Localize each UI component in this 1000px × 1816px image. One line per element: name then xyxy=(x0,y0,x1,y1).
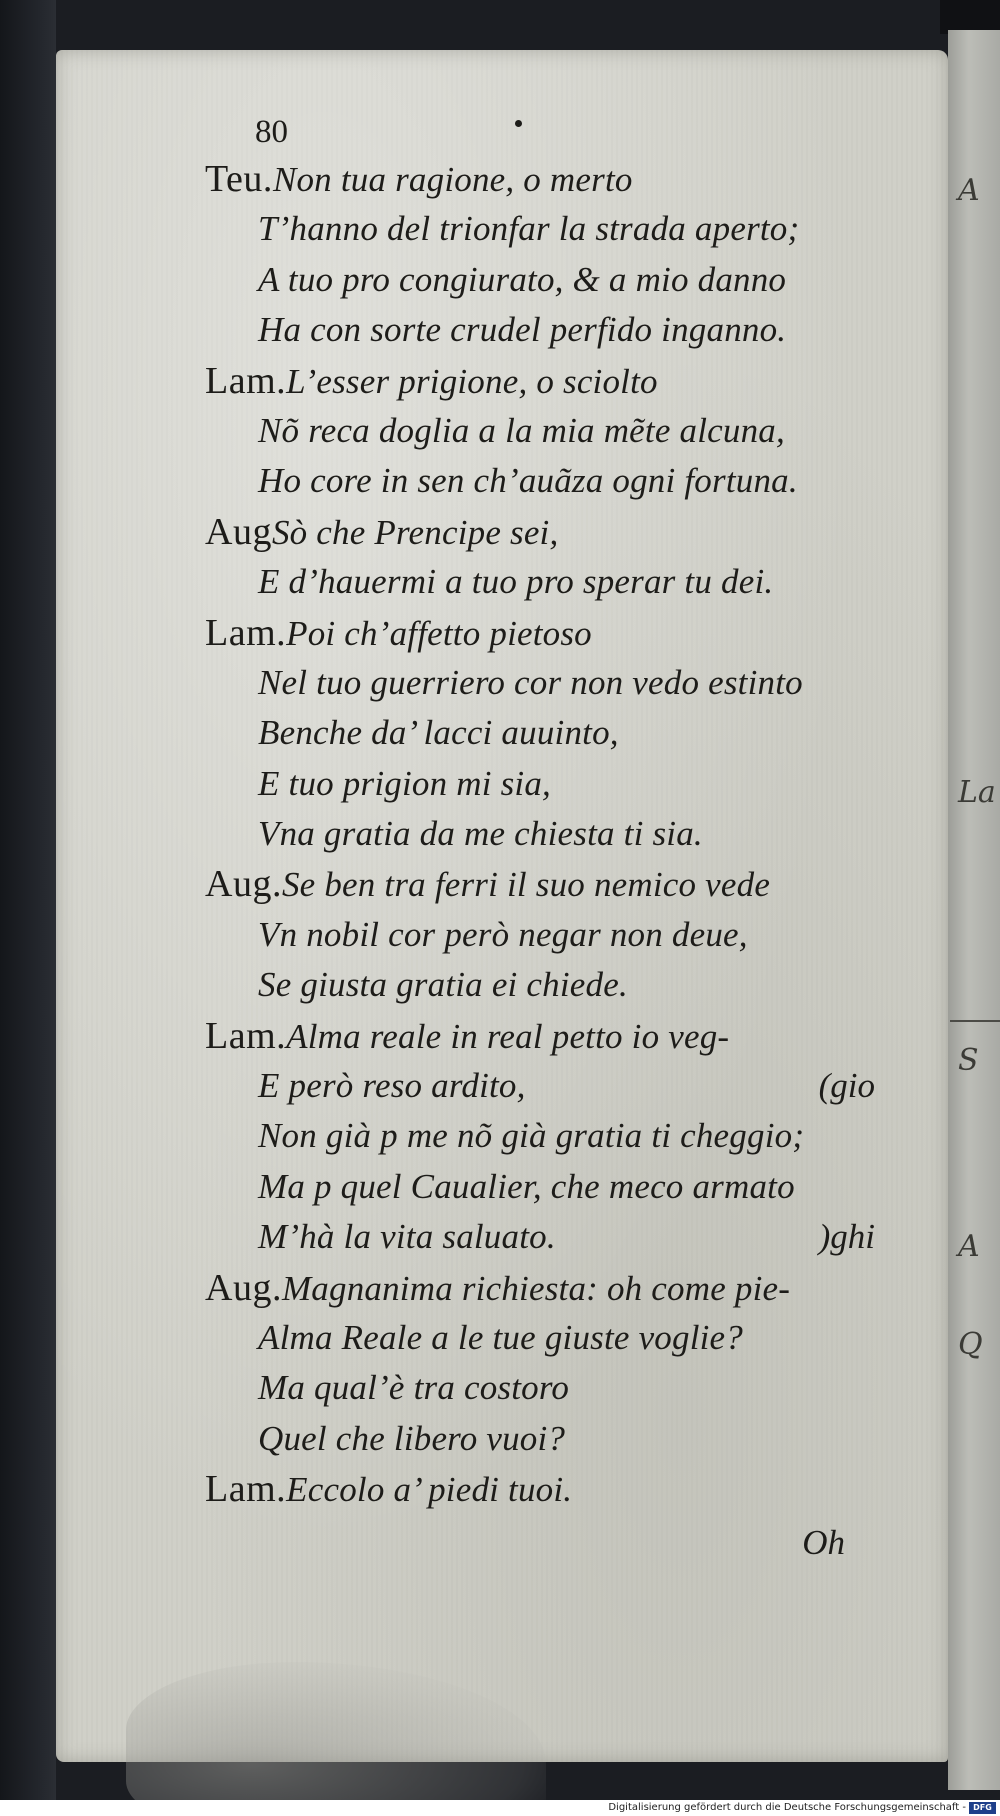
verse-text: M’hà la vita saluato. xyxy=(258,1217,556,1257)
next-page-fragment: S xyxy=(958,1043,979,1078)
verse-line xyxy=(205,1212,895,1262)
verse-text: Ho core in sen ch’auãza ogni fortuna. xyxy=(258,461,798,501)
verse-text: Nel tuo guerriero cor non vedo estinto xyxy=(258,662,803,702)
book-cover-edge xyxy=(0,0,56,1800)
speaker-label: Lam. xyxy=(205,1014,287,1057)
verse-line xyxy=(205,1162,895,1212)
speaker-label: Lam. xyxy=(205,359,287,402)
page-number: 80 xyxy=(255,114,288,150)
footer-credit: Digitalisierung gefördert durch die Deutsche Forschungsgemeinschaft - xyxy=(608,1802,966,1813)
verse-text: Quel che libero vuoi? xyxy=(258,1418,566,1458)
verse-text: Nõ reca doglia a la mia mẽte alcuna, xyxy=(258,410,785,450)
verse-line xyxy=(205,608,895,658)
speaker-label: Aug. xyxy=(205,1266,282,1309)
verse-line xyxy=(205,255,895,305)
verse-line xyxy=(205,1313,895,1363)
verse-line xyxy=(205,859,895,909)
speaker-label: Aug xyxy=(205,510,272,553)
verse-text: Poi ch’affetto pietoso xyxy=(286,613,592,653)
verse-line xyxy=(205,1414,895,1464)
verse-line xyxy=(205,356,895,406)
dfg-logo: DFG xyxy=(969,1802,996,1814)
speaker-label: Teu. xyxy=(205,158,273,200)
verse-text: Se ben tra ferri il suo nemico vede xyxy=(281,865,771,905)
verse-text: Non già p me nõ già gratia ti cheggio; xyxy=(258,1116,805,1156)
verse-line xyxy=(205,1363,895,1413)
verse-line xyxy=(205,960,895,1010)
verse-overflow: (gio xyxy=(818,1066,875,1106)
verse-text: Ha con sorte crudel perfido inganno. xyxy=(258,310,787,350)
next-page-fragment: La xyxy=(958,775,996,810)
catchword: Oh xyxy=(802,1522,845,1562)
verse-text: T’hanno del trionfar la strada aperto; xyxy=(258,209,800,249)
next-page-fragment: Q xyxy=(958,1327,983,1362)
verse-line xyxy=(205,1061,895,1111)
verse-text: Magnanima richiesta: oh come pie- xyxy=(281,1268,791,1308)
verse-text: E tuo prigion mi sia, xyxy=(258,763,551,803)
verse-overflow: )ghi xyxy=(818,1217,875,1257)
verse-text: Vna gratia da me chiesta ti sia. xyxy=(258,814,703,854)
verse-line xyxy=(205,809,895,859)
verse-text: E d’hauermi a tuo pro sperar tu dei. xyxy=(258,562,774,602)
verse-text: Vn nobil cor però negar non deue, xyxy=(258,914,748,954)
verse-text: Alma reale in real petto io veg- xyxy=(286,1016,730,1056)
verse-line xyxy=(205,759,895,809)
speaker-label: Aug. xyxy=(205,863,282,906)
verse-text: Sò che Prencipe sei, xyxy=(271,512,559,552)
verse-line xyxy=(205,1263,895,1313)
verse-line xyxy=(205,507,895,557)
next-page-fragment: A xyxy=(958,1229,980,1264)
verse-line xyxy=(205,557,895,607)
speaker-label: Lam. xyxy=(205,611,287,654)
verse-text: Se giusta gratia ei chiede. xyxy=(258,965,628,1005)
verse-line xyxy=(205,456,895,506)
verse-line xyxy=(205,406,895,456)
verse-line xyxy=(205,154,895,204)
verse-line xyxy=(205,204,895,254)
verse-line xyxy=(205,1111,895,1161)
verse-line xyxy=(205,1464,895,1514)
text-block xyxy=(205,104,895,1571)
verse-text: E però reso ardito, xyxy=(258,1066,526,1106)
verse-line xyxy=(205,305,895,355)
next-page-rule xyxy=(950,1020,1000,1022)
verse-line xyxy=(205,910,895,960)
verse-text: Benche da’ lacci auuinto, xyxy=(258,713,619,753)
verse-text: Ma p quel Caualier, che meco armato xyxy=(258,1166,795,1206)
next-page-edge xyxy=(948,30,1000,1790)
speaker-label: Lam. xyxy=(205,1468,287,1511)
page-stain xyxy=(126,1662,546,1800)
verse-line xyxy=(205,1011,895,1061)
verse-text: L’esser prigione, o sciolto xyxy=(286,361,658,401)
verse-text: A tuo pro congiurato, & a mio danno xyxy=(258,259,787,299)
next-page-fragment: A xyxy=(958,173,980,208)
verse-text: Eccolo a’ piedi tuoi. xyxy=(286,1470,573,1510)
verse-text: Alma Reale a le tue giuste voglie? xyxy=(258,1317,743,1357)
scan-corner xyxy=(940,0,1000,34)
verse-line xyxy=(205,708,895,758)
verse-text: Ma qual’è tra costoro xyxy=(258,1368,570,1408)
verse-line xyxy=(205,658,895,708)
verse-text: Non tua ragione, o merto xyxy=(272,160,633,199)
